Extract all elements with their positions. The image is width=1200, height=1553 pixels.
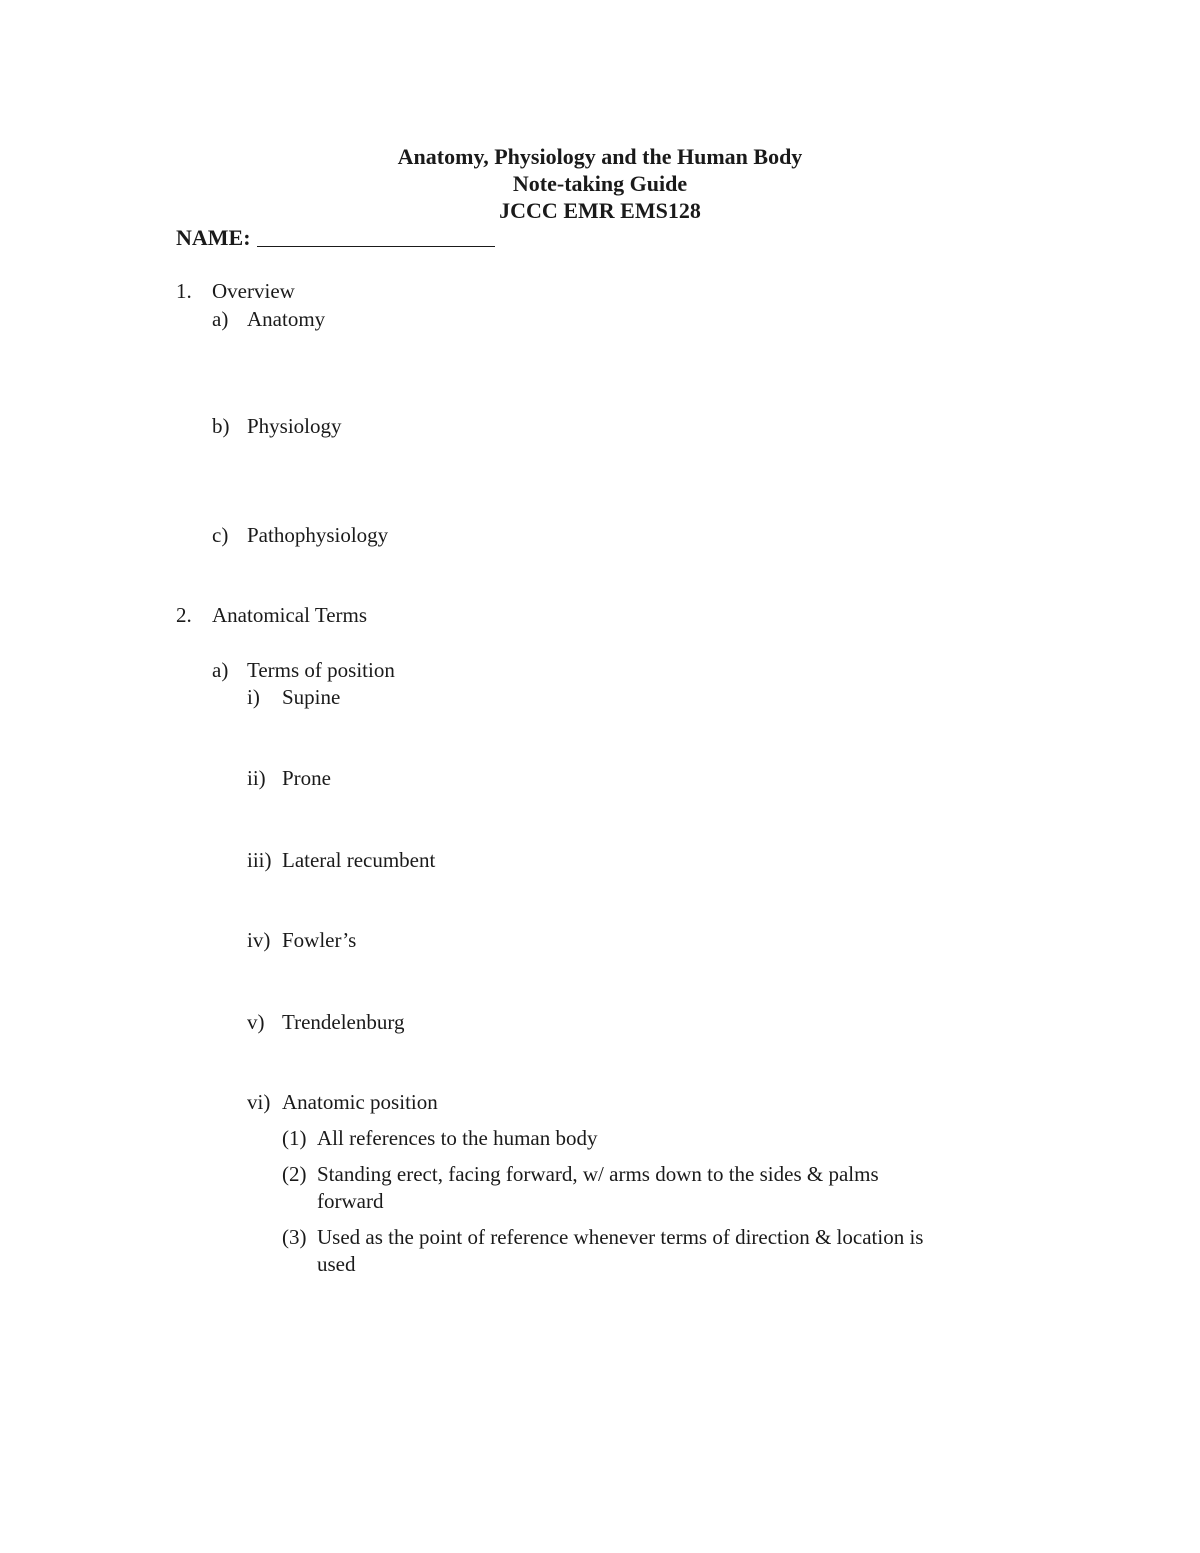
point-marker: (2)	[282, 1162, 307, 1186]
point-marker: (3)	[282, 1225, 307, 1249]
point-marker: (1)	[282, 1126, 307, 1150]
item-marker: b)	[212, 414, 230, 438]
name-field	[176, 227, 495, 249]
item-physiology: Physiology	[247, 414, 342, 438]
document-subtitle: Note-taking Guide	[512, 171, 688, 196]
name-blank-line[interactable]	[257, 246, 495, 247]
section-1-heading: Overview	[212, 279, 295, 303]
subitem-prone: Prone	[282, 766, 331, 790]
subitem-marker: i)	[247, 685, 260, 709]
point-text: Standing erect, facing forward, w/ arms down to the sides & palms	[317, 1162, 879, 1186]
section-1-number: 1.	[176, 279, 192, 303]
point-text: All references to the human body	[317, 1126, 598, 1150]
course-code: JCCC EMR EMS128	[499, 198, 701, 223]
name-label: NAME:	[176, 225, 251, 250]
subitem-supine: Supine	[282, 685, 341, 709]
item-terms-of-position: Terms of position	[247, 658, 395, 682]
section-2-number: 2.	[176, 603, 192, 627]
subitem-marker: iii)	[247, 848, 272, 872]
subitem-marker: v)	[247, 1010, 265, 1034]
subitem-marker: ii)	[247, 766, 266, 790]
subitem-anatomic-position: Anatomic position	[282, 1090, 438, 1114]
subitem-marker: vi)	[247, 1090, 271, 1114]
item-anatomy: Anatomy	[247, 307, 326, 331]
subitem-marker: iv)	[247, 928, 271, 952]
subitem-lateral-recumbent: Lateral recumbent	[282, 848, 436, 872]
document-title: Anatomy, Physiology and the Human Body	[397, 144, 803, 169]
subitem-fowlers: Fowler’s	[282, 928, 357, 952]
subitem-trendelenburg: Trendelenburg	[282, 1010, 405, 1034]
point-text: Used as the point of reference whenever terms of direction & location is	[317, 1225, 924, 1249]
item-pathophysiology: Pathophysiology	[247, 523, 389, 547]
item-marker: a)	[212, 658, 229, 682]
item-marker: c)	[212, 523, 229, 547]
section-2-heading: Anatomical Terms	[212, 603, 368, 627]
point-text-continued: forward	[317, 1189, 384, 1213]
point-text-continued: used	[317, 1252, 356, 1276]
item-marker: a)	[212, 307, 229, 331]
